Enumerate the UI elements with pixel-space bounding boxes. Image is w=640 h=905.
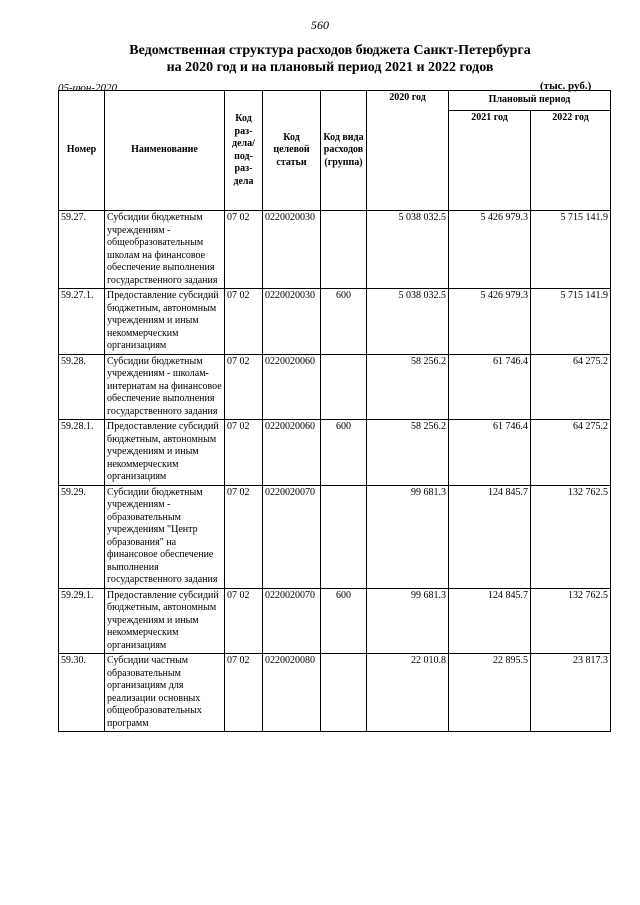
- row-expense-type: [321, 354, 367, 420]
- row-number: 59.29.: [59, 485, 105, 588]
- row-amount-2022: 132 762.5: [531, 485, 611, 588]
- row-amount-2021: 61 746.4: [449, 420, 531, 486]
- row-amount-2020: 99 681.3: [367, 485, 449, 588]
- budget-table: [58, 90, 611, 732]
- row-expense-type: 600: [321, 420, 367, 486]
- row-section-code: 07 02: [225, 654, 263, 732]
- row-amount-2022: 132 762.5: [531, 588, 611, 654]
- header-number: Номер: [59, 91, 105, 211]
- title-line-2: на 2020 год и на плановый период 2021 и 2022 годов: [166, 60, 494, 75]
- row-section-code: 07 02: [225, 420, 263, 486]
- row-name: Субсидии бюджетным учреждениям - общеобразовательным школам на финансовое обеспечение выполнения государственного задания: [105, 211, 225, 289]
- row-name: Субсидии частным образовательным организациям для реализации основных общеобразовательных программ: [105, 654, 225, 732]
- row-name: Предоставление субсидий бюджетным, автономным учреждениям и иным некоммерческим организациям: [105, 588, 225, 654]
- row-section-code: 07 02: [225, 485, 263, 588]
- row-expense-type: [321, 654, 367, 732]
- row-section-code: 07 02: [225, 211, 263, 289]
- row-number: 59.27.1.: [59, 289, 105, 355]
- table-row: [59, 211, 611, 289]
- row-expense-type: [321, 211, 367, 289]
- row-expense-type: 600: [321, 289, 367, 355]
- table-row: [59, 354, 611, 420]
- row-amount-2021: 61 746.4: [449, 354, 531, 420]
- row-amount-2022: 5 715 141.9: [531, 211, 611, 289]
- row-target-code: 0220020030: [263, 289, 321, 355]
- header-name: Наименование: [105, 91, 225, 211]
- row-amount-2020: 58 256.2: [367, 420, 449, 486]
- row-target-code: 0220020030: [263, 211, 321, 289]
- document-date: 05-июн-2020: [58, 82, 118, 94]
- row-number: 59.30.: [59, 654, 105, 732]
- header-target-code: Код целевой статьи: [263, 91, 321, 211]
- row-section-code: 07 02: [225, 289, 263, 355]
- row-number: 59.28.: [59, 354, 105, 420]
- row-amount-2022: 5 715 141.9: [531, 289, 611, 355]
- row-name: Предоставление субсидий бюджетным, автономным учреждениям и иным некоммерческим организациям: [105, 289, 225, 355]
- table-row: [59, 654, 611, 732]
- row-amount-2020: 5 038 032.5: [367, 289, 449, 355]
- page-number: 560: [311, 18, 329, 32]
- header-planned-period: Плановый период: [449, 91, 611, 111]
- row-name: Субсидии бюджетным учреждениям - школам-интернатам на финансовое обеспечение выполнения государственного задания: [105, 354, 225, 420]
- row-section-code: 07 02: [225, 354, 263, 420]
- row-amount-2020: 5 038 032.5: [367, 211, 449, 289]
- row-amount-2021: 124 845.7: [449, 485, 531, 588]
- row-amount-2022: 23 817.3: [531, 654, 611, 732]
- document-title: [60, 42, 600, 76]
- row-amount-2021: 124 845.7: [449, 588, 531, 654]
- row-section-code: 07 02: [225, 588, 263, 654]
- row-expense-type: [321, 485, 367, 588]
- row-amount-2021: 5 426 979.3: [449, 289, 531, 355]
- row-target-code: 0220020060: [263, 420, 321, 486]
- row-amount-2021: 5 426 979.3: [449, 211, 531, 289]
- table-row: [59, 289, 611, 355]
- row-target-code: 0220020080: [263, 654, 321, 732]
- row-amount-2022: 64 275.2: [531, 420, 611, 486]
- header-section-code: Код раз-дела/ под-раз-дела: [225, 91, 263, 211]
- table-row: [59, 485, 611, 588]
- table-row: [59, 588, 611, 654]
- header-year-2022: 2022 год: [531, 111, 611, 211]
- row-amount-2022: 64 275.2: [531, 354, 611, 420]
- row-amount-2020: 99 681.3: [367, 588, 449, 654]
- row-amount-2020: 22 010.8: [367, 654, 449, 732]
- row-number: 59.28.1.: [59, 420, 105, 486]
- row-target-code: 0220020060: [263, 354, 321, 420]
- table-row: [59, 420, 611, 486]
- currency-unit: (тыс. руб.): [540, 80, 592, 92]
- row-target-code: 0220020070: [263, 485, 321, 588]
- row-number: 59.27.: [59, 211, 105, 289]
- row-target-code: 0220020070: [263, 588, 321, 654]
- row-name: Субсидии бюджетным учреждениям - образовательным учреждениям "Центр образования" на финансовое обеспечение выполнения государственного задания: [105, 485, 225, 588]
- header-year-2021: 2021 год: [449, 111, 531, 211]
- row-amount-2021: 22 895.5: [449, 654, 531, 732]
- row-expense-type: 600: [321, 588, 367, 654]
- row-amount-2020: 58 256.2: [367, 354, 449, 420]
- row-name: Предоставление субсидий бюджетным, автономным учреждениям и иным некоммерческим организациям: [105, 420, 225, 486]
- header-expense-type-code: Код вида расходов (группа): [321, 91, 367, 211]
- title-line-1: Ведомственная структура расходов бюджета Санкт-Петербурга: [129, 43, 531, 58]
- row-number: 59.29.1.: [59, 588, 105, 654]
- header-year-2020: 2020 год: [367, 91, 449, 211]
